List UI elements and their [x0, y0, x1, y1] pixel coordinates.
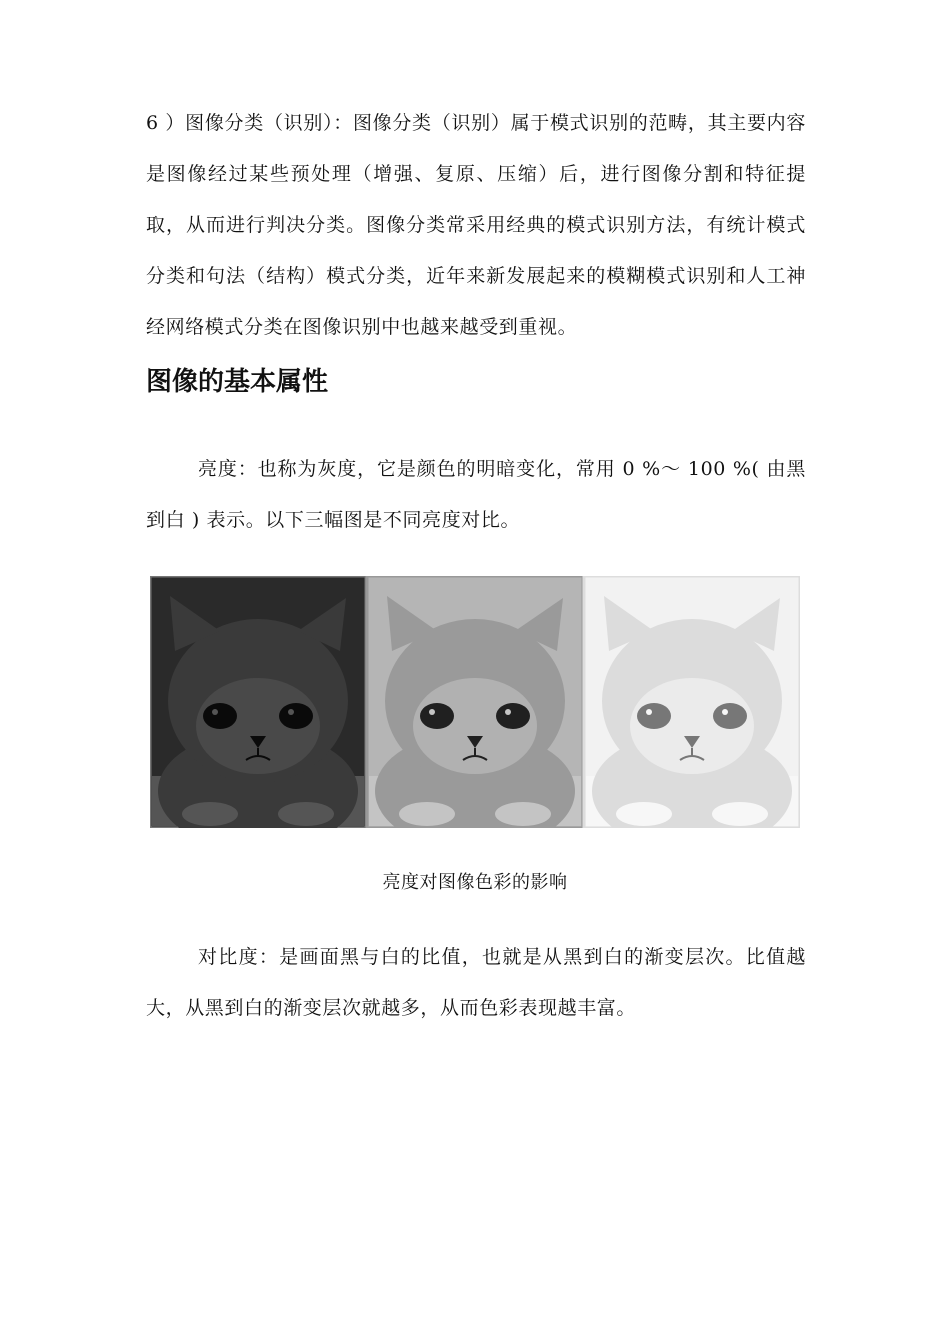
kitten-image-dark [150, 576, 366, 828]
kitten-image-medium [367, 576, 583, 828]
kitten-brightness-images [150, 576, 800, 828]
figure-caption: 亮度对图像色彩的影响 [382, 872, 568, 893]
brightness-comparison-figure [150, 576, 800, 828]
paragraph-contrast: 对比度：是画面黑与白的比值，也就是从黑到白的渐变层次。比值越大，从黑到白的渐变层次就越多，从而色彩表现越丰富。 [146, 946, 806, 1019]
paragraph-brightness: 亮度：也称为灰度，它是颜色的明暗变化，常用 0 %～ 100 %( 由黑到白 ) 表示。以下三幅图是不同亮度对比。 [146, 458, 806, 531]
paragraph-image-classification: 6 ）图像分类（识别）：图像分类（识别）属于模式识别的范畴，其主要内容是图像经过某些预处理（增强、复原、压缩）后，进行图像分割和特征提取，从而进行判决分类。图像分类常采用经典的模式识别方法，有统计模式分类和句法（结构）模式分类，近年来新发展起来的模糊模式识别和人工神经网络模式分类在图像识别中也越来越受到重视。 [146, 112, 806, 338]
section-heading: 图像的基本属性 [146, 367, 329, 397]
kitten-image-bright [584, 576, 800, 828]
